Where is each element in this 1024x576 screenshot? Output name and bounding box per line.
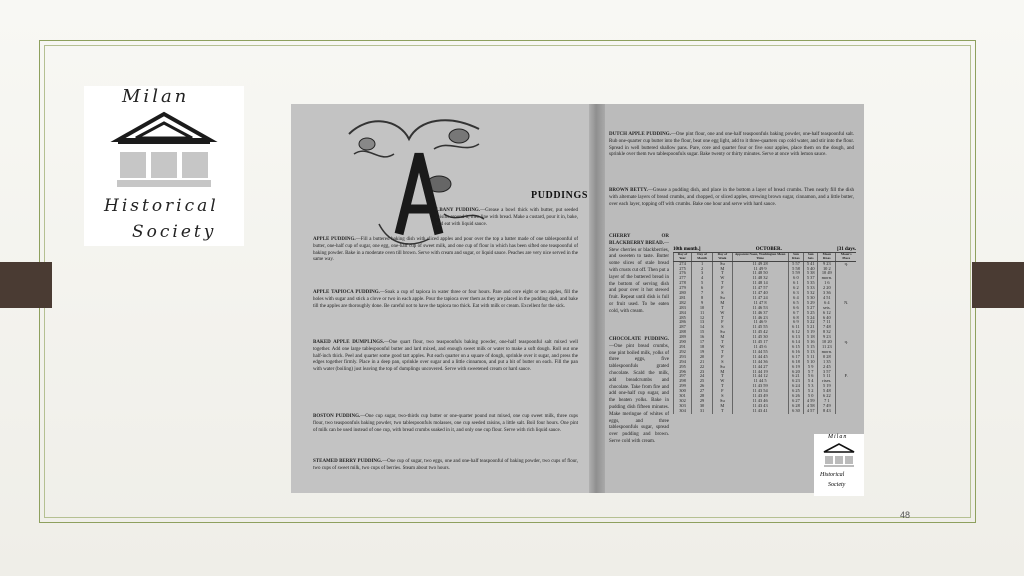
calendar-cell: 293 (674, 355, 692, 360)
recipe-text: —Grease a bowl thick with butter, put seeded raisins around it, then line with bread. Make a custard, pour it in, bake, and eat with liquid sauce. (436, 208, 578, 227)
calendar-cell: 11 45 55 (732, 325, 788, 330)
calendar-cell: 20 (692, 355, 713, 360)
calendar-cell: 7 (692, 291, 713, 296)
scanned-book-page (291, 104, 864, 493)
recipe-chocolate-pudding (609, 337, 669, 446)
calendar-cell: 11 44 36 (732, 360, 788, 365)
calendar-cell: 26 (692, 384, 713, 389)
calendar-cell: 296 (674, 370, 692, 375)
calendar-cell: F (713, 286, 732, 291)
calendar-cell: T (713, 350, 732, 355)
calendar-cell: 5 58 (788, 267, 803, 272)
logo-text-historical: Historical (104, 196, 219, 216)
calendar-cell: 21 (692, 360, 713, 365)
calendar-cell: 291 (674, 345, 692, 350)
calendar-cell: T (713, 316, 732, 321)
calendar-cell: 283 (674, 306, 692, 311)
calendar-cell: 5 19 (804, 330, 818, 335)
calendar-cell: 5 29 (804, 301, 818, 306)
calendar-cell: 6 16 (788, 350, 803, 355)
recipe-baked-apple-dumplings (313, 340, 578, 374)
recipe-text: —Grease a pudding dish, and place in the bottom a layer of bread crumbs. Then nearly fill the dish with alternate layers of bread crumbs, and chopped, or sliced apples, strewing brown sugar, cinnamon, and a little butter, over each layer, topping off with crumbs. Bake one hour and serve with hard sauce. (609, 188, 855, 207)
calendar-col-header: Sun Rises (788, 253, 803, 261)
calendar-cell: 6 4 (818, 301, 836, 306)
calendar-cell: 11 47 40 (732, 291, 788, 296)
calendar-row (674, 409, 857, 414)
calendar-cell: 5 32 (804, 291, 818, 296)
calendar-cell: 6 23 (788, 379, 803, 384)
mini-logo-text-historical: Historical (820, 472, 845, 478)
calendar-cell: 5 11 (818, 374, 836, 379)
calendar-cell: q. (836, 261, 856, 266)
calendar-cell: 8 32 (818, 330, 836, 335)
calendar-cell: 10 20 (818, 340, 836, 345)
calendar-cell: 7 48 (818, 325, 836, 330)
calendar-cell: M (713, 301, 732, 306)
calendar-cell: 301 (674, 394, 692, 399)
calendar-cell: 5 19 (818, 384, 836, 389)
calendar-cell: 6 13 (788, 335, 803, 340)
calendar-cell: 5 15 (804, 345, 818, 350)
calendar-cell: 9 23 (818, 261, 836, 266)
calendar-cell: 19 (692, 350, 713, 355)
recipe-boston-pudding (313, 414, 578, 434)
calendar-cell: 1 (692, 261, 713, 266)
calendar-cell: 5 7 (804, 370, 818, 375)
calendar-cell: F (713, 355, 732, 360)
calendar-cell: 5 13 (804, 350, 818, 355)
right-edge-tab (972, 262, 1024, 308)
calendar-cell: 302 (674, 399, 692, 404)
calendar-cell: M (713, 267, 732, 272)
calendar-cell: W (713, 311, 732, 316)
calendar-cell: 280 (674, 291, 692, 296)
calendar-cell: S (713, 394, 732, 399)
calendar-cell: 14 (692, 325, 713, 330)
calendar-cell: 6 8 (788, 316, 803, 321)
mini-society-logo (814, 434, 864, 496)
recipe-heading: BOSTON PUDDING. (313, 414, 361, 419)
calendar-cell: Su (713, 330, 732, 335)
logo-text-milan: Milan (122, 86, 190, 107)
calendar-cell: 11 47 57 (732, 286, 788, 291)
calendar-cell: 6 2 (788, 286, 803, 291)
calendar-cell: 28 (692, 394, 713, 399)
calendar-cell: W (713, 345, 732, 350)
calendar-cell: 298 (674, 379, 692, 384)
calendar-cell: 11 44 55 (732, 350, 788, 355)
calendar-col-header: Moon's Place (836, 253, 856, 261)
calendar-cell: 6 1 (788, 281, 803, 286)
calendar-cell: 276 (674, 271, 692, 276)
calendar-cell: 5 30 (804, 296, 818, 301)
calendar-cell: 284 (674, 311, 692, 316)
recipe-heading: CHOCOLATE PUDDING. (609, 337, 669, 342)
calendar-cell: 11 48 50 (732, 271, 788, 276)
calendar-cell: 2 45 (818, 365, 836, 370)
calendar-cell: 5 21 (804, 325, 818, 330)
calendar-cell: 295 (674, 365, 692, 370)
recipe-cherry-or-blackberry-bread (609, 234, 669, 316)
calendar-cell: 30 (692, 404, 713, 409)
calendar-cell: S (713, 291, 732, 296)
calendar-cell: F (713, 389, 732, 394)
recipe-text: —One quart flour, two teaspoonfuls baking powder, one-half teaspoonful salt mixed well together. Add one large tablespoonful butter and lard mixed, and enough sweet milk or water to make a soft dough. Roll out one half-inch thick. Peel and quarter some good tart apples. Put each quarter on a square of dough, sprinkle over it sugar, and press the edges together firmly. Place in a deep pan, sprinkle over sugar and a little cinnamon, and put a bit of butter on each. Fill the pan with water (boiling) just leaving the top of dumplings uncovered. Serve with sweetened cream or hard sauce. (313, 340, 579, 373)
calendar-cell: T (713, 306, 732, 311)
book-gutter (589, 104, 605, 493)
calendar-cell: 23 (692, 370, 713, 375)
calendar-cell: 11 44 19 (732, 370, 788, 375)
recipe-heading: STEAMED BERRY PUDDING. (313, 459, 383, 464)
left-edge-tab (0, 262, 52, 308)
calendar-cell: M (713, 370, 732, 375)
calendar-cell: 6 21 (788, 374, 803, 379)
calendar-days-label: [31 days. (837, 247, 856, 252)
calendar-cell: 304 (674, 409, 692, 414)
calendar-cell: 6 15 (788, 345, 803, 350)
calendar-cell: 275 (674, 267, 692, 272)
calendar-cell: rises. (818, 379, 836, 384)
calendar-cell: 29 (692, 399, 713, 404)
calendar-cell: 1 35 (818, 360, 836, 365)
calendar-col-header: Day of Week (713, 253, 732, 261)
calendar-cell: 6 6 (788, 306, 803, 311)
calendar-cell: T (713, 374, 732, 379)
recipe-heading: DUTCH APPLE PUDDING. (609, 132, 671, 137)
calendar-cell: 11 44 5 (732, 379, 788, 384)
recipe-heading: LBANY PUDDING. (436, 208, 481, 213)
calendar-cell: W (713, 379, 732, 384)
calendar-cell: 9 23 (818, 335, 836, 340)
calendar-cell: 5 16 (804, 340, 818, 345)
calendar-cell: 6 12 (788, 330, 803, 335)
calendar-cell: 6 12 (818, 311, 836, 316)
calendar-cell: 6 3 (788, 291, 803, 296)
calendar-cell: 11 44 27 (732, 365, 788, 370)
calendar-cell: 5 6 (804, 374, 818, 379)
calendar-cell: 11 47 8 (732, 301, 788, 306)
calendar-cell: sets. (818, 306, 836, 311)
recipe-text: —Fill a buttered baking dish with sliced apples and pour over the top a batter made of one tablespoonful of butter, one-half cup of sugar, one egg, one-half cup of sweet milk, and one cup of flour in which has been sifted one teaspoonful of baking powder. Bake in a moderate oven till brown. Serve with cream and sugar, or liquid sauce. Peaches are very nice served in the same way. (313, 237, 578, 263)
calendar-cell: 16 (692, 335, 713, 340)
calendar-body (674, 261, 857, 414)
calendar-cell: T (713, 271, 732, 276)
calendar-cell: 11 43 46 (732, 399, 788, 404)
calendar-cell: T (713, 281, 732, 286)
calendar-cell: S (713, 360, 732, 365)
calendar-cell: F (713, 320, 732, 325)
calendar-cell: Su (713, 261, 732, 266)
calendar-cell: 4 (692, 276, 713, 281)
calendar-cell: 6 26 (788, 394, 803, 399)
calendar-cell: 286 (674, 320, 692, 325)
calendar-cell: 11 48 32 (732, 276, 788, 281)
calendar-cell: 2 (692, 267, 713, 272)
calendar-cell: 3 36 (818, 291, 836, 296)
calendar-cell: 5 48 (818, 389, 836, 394)
calendar-cell: 17 (692, 340, 713, 345)
calendar-cell: 24 (692, 374, 713, 379)
calendar-cell: 11 49 9 (732, 267, 788, 272)
calendar-cell: 303 (674, 404, 692, 409)
calendar-cell: 287 (674, 325, 692, 330)
slide-page-number: 48 (900, 510, 911, 520)
calendar-cell: 6 0 (788, 276, 803, 281)
calendar-cell: 5 11 (804, 355, 818, 360)
calendar-cell: morn. (818, 276, 836, 281)
calendar-title: OCTOBER. (755, 247, 782, 252)
calendar-cell: T (713, 340, 732, 345)
calendar-cell: 288 (674, 330, 692, 335)
calendar-cell: 11 45 30 (732, 335, 788, 340)
recipe-apple-tapioca-pudding (313, 290, 578, 310)
calendar-cell: W (713, 276, 732, 281)
calendar-month-label: 10th month.] (673, 247, 701, 252)
calendar-cell: 11 45 6 (732, 345, 788, 350)
calendar-cell: M (713, 335, 732, 340)
calendar-cell: 11 23 (818, 345, 836, 350)
calendar-cell: 6 19 (788, 365, 803, 370)
calendar-cell: 12 (692, 316, 713, 321)
calendar-cell: 11 46 9 (732, 320, 788, 325)
calendar-cell: 11 48 14 (732, 281, 788, 286)
calendar-cell: 3 57 (818, 370, 836, 375)
calendar-cell: 11 44 12 (732, 374, 788, 379)
calendar-cell: 285 (674, 316, 692, 321)
recipe-heading: BROWN BETTY. (609, 188, 648, 193)
calendar-cell: 5 41 (804, 261, 818, 266)
calendar-header (674, 253, 857, 261)
recipe-albany-pudding (436, 208, 578, 228)
milan-historical-society-logo (84, 86, 244, 246)
calendar-cell: 282 (674, 301, 692, 306)
calendar-cell: 9 (692, 301, 713, 306)
calendar-cell: 6 9 (788, 320, 803, 325)
calendar-cell: 5 4 (804, 379, 818, 384)
calendar-cell: 11 46 23 (732, 316, 788, 321)
calendar-cell: 289 (674, 335, 692, 340)
recipe-text: —Stew cherries or blackberries, and sweeten to taste. Butter some slices of stale bread with crusts cut off. Then put a layer of the buttered bread in the bottom of serving dish and pour over it hot stewed fruit. Repeat until dish is full or fruit used. To be eaten cold, with cream. (609, 240, 669, 314)
calendar-cell: 5 (692, 281, 713, 286)
calendar-cell: 11 45 42 (732, 330, 788, 335)
calendar-cell: 5 59 (788, 271, 803, 276)
calendar-cell: 6 24 (788, 384, 803, 389)
calendar-cell: 5 40 (804, 267, 818, 272)
calendar-cell: 5 38 (804, 271, 818, 276)
calendar-cell: 300 (674, 389, 692, 394)
calendar-cell (836, 409, 856, 414)
calendar-cell: 3 (692, 271, 713, 276)
calendar-cell: 6 14 (788, 340, 803, 345)
recipe-apple-pudding (313, 237, 578, 264)
calendar-cell: 6 17 (788, 355, 803, 360)
calendar-cell: 2 20 (818, 286, 836, 291)
calendar-cell: 6 7 (788, 311, 803, 316)
recipe-heading: APPLE TAPIOCA PUDDING. (313, 290, 380, 295)
calendar-cell: 6 40 (818, 316, 836, 321)
calendar-cell: 10 (692, 306, 713, 311)
calendar-cell: 11 43 59 (732, 384, 788, 389)
calendar-cell: 292 (674, 350, 692, 355)
calendar-cell: 5 9 (804, 365, 818, 370)
recipe-heading: BAKED APPLE DUMPLINGS. (313, 340, 385, 345)
calendar-cell: 5 37 (804, 276, 818, 281)
calendar-cell: 18 (692, 345, 713, 350)
calendar-cell: 281 (674, 296, 692, 301)
calendar-cell: 25 (692, 379, 713, 384)
calendar-table (673, 253, 856, 414)
calendar-cell: 5 27 (804, 306, 818, 311)
calendar-cell: M (713, 404, 732, 409)
calendar-cell: morn. (818, 350, 836, 355)
recipe-text: —One cup sugar, two-thirds cup butter or one-quarter pound nut mixed, one cup sweet milk, three cups flour, two teaspoonfuls baking powder, two tablespoonfuls molasses, one cup seeded raisins, a little salt. Boil four hours. One pint of milk can be used instead of one cup, with bread crumbs soaked in it, and only one cup flour. Serve with rich liquid sauce. (313, 414, 578, 433)
calendar-cell: 5 22 (804, 320, 818, 325)
logo-text-society: Society (132, 222, 217, 242)
calendar-col-header: Sun Sets (804, 253, 818, 261)
calendar-cell: 5 33 (804, 286, 818, 291)
calendar-cell: 278 (674, 281, 692, 286)
calendar-cell: 4 58 (804, 404, 818, 409)
calendar-cell: 7 11 (818, 320, 836, 325)
recipe-text: —Soak a cup of tapioca in water three or four hours. Pare and core eight or ten apples, fill the holes with sugar and stick a clove or two in each apple. Pour the tapioca over them as they are placed in the pudding dish, and bake till the apples are thoroughly done. Be careful not to have the tapioca too thick. Eat with milk or cream. Excellent for the sick. (313, 290, 578, 309)
calendar-cell: 5 25 (804, 311, 818, 316)
calendar-cell: 279 (674, 286, 692, 291)
calendar-cell: T (713, 409, 732, 414)
calendar-cell: S (713, 325, 732, 330)
recipe-heading: CHERRY OR BLACKBERRY BREAD. (609, 234, 669, 246)
calendar-cell: 5 35 (804, 281, 818, 286)
calendar-cell: 277 (674, 276, 692, 281)
calendar-cell: N. (836, 301, 856, 306)
calendar-cell: 31 (692, 409, 713, 414)
calendar-cell: 5 57 (788, 261, 803, 266)
mini-logo-text-milan: Milan (828, 434, 848, 440)
recipe-text: —One cup of sugar, two eggs, one and one-half teaspoonful of baking powder, two cups of flour, two cups of sweet milk, two cups of berries. Steam about two hours. (313, 459, 578, 471)
calendar-cell: 13 (692, 320, 713, 325)
calendar-cell: 11 46 53 (732, 306, 788, 311)
calendar-cell: 6 25 (788, 389, 803, 394)
recipe-heading: APPLE PUDDING. (313, 237, 356, 242)
calendar-cell: 6 (692, 286, 713, 291)
calendar-cell: 274 (674, 261, 692, 266)
calendar-cell: 4 59 (804, 399, 818, 404)
calendar-cell: 11 45 17 (732, 340, 788, 345)
calendar-cell: 5 24 (804, 316, 818, 321)
recipe-text: —One pint flour, one and one-half teaspoonfuls baking powder, one-half teaspoonful salt. Rub one-quarter cup butter into the flour, beat one egg light, add to it three-quarters cup cold water, and stir into the flour. Spread in well buttered shallow pans. Pare, core and quarter four or five sour apples, place them on the dough, and sprinkle over them two tablespoonfuls sugar. Bake twenty or thirty minutes. Serve at once with lemon sauce. (609, 132, 854, 158)
recipe-brown-betty (609, 188, 854, 208)
calendar-cell: 6 11 (788, 325, 803, 330)
calendar-cell: 299 (674, 384, 692, 389)
calendar-cell: 11 46 37 (732, 311, 788, 316)
calendar-cell: 294 (674, 360, 692, 365)
calendar-cell: 6 5 (788, 301, 803, 306)
calendar-cell: 4 51 (818, 296, 836, 301)
calendar-cell: 11 44 45 (732, 355, 788, 360)
calendar-cell: 290 (674, 340, 692, 345)
calendar-cell: 11 43 41 (732, 409, 788, 414)
calendar-cell: Su (713, 399, 732, 404)
calendar-cell: Su (713, 365, 732, 370)
calendar-col-header: Day of Year (674, 253, 692, 261)
calendar-cell: 0 28 (818, 355, 836, 360)
calendar-cell: 11 43 54 (732, 389, 788, 394)
calendar-cell: 6 28 (788, 404, 803, 409)
calendar-cell: 11 43 49 (732, 394, 788, 399)
calendar-cell: 7 1 (818, 399, 836, 404)
calendar-cell: 10 2 (818, 267, 836, 272)
calendar-cell: 5 18 (804, 335, 818, 340)
calendar-col-header: Apparent Noon, Washington Mean Time (732, 253, 788, 261)
calendar-cell: 15 (692, 330, 713, 335)
recipe-text: —One pint bread crumbs, one pint boiled milk, yolks of three eggs, five tablespoonfuls grated chocolate. Scald the milk, add breadcrumbs and chocolate. Take from fire and add one-half cup sugar, and the beaten yolks. Bake in pudding dish fifteen minutes. Make meringue of whites of eggs, and three tablespoonfuls sugar, spread over pudding and brown. Serve cold with cream. (609, 343, 669, 444)
calendar-cell: 8 43 (818, 409, 836, 414)
calendar-cell: T (713, 384, 732, 389)
page-heading-puddings: PUDDINGS (531, 190, 589, 201)
calendar-cell: 5 2 (804, 389, 818, 394)
calendar-cell: 6 30 (788, 409, 803, 414)
calendar-cell: 7 49 (818, 404, 836, 409)
calendar-col-header: Moon Rises (818, 253, 836, 261)
calendar-cell: 5 3 (804, 384, 818, 389)
calendar-cell: 8 (692, 296, 713, 301)
calendar-cell: q. (836, 340, 856, 345)
mini-logo-text-society: Society (828, 482, 846, 488)
calendar-cell: 22 (692, 365, 713, 370)
calendar-cell: 297 (674, 374, 692, 379)
calendar-cell: 11 (692, 311, 713, 316)
recipe-steamed-berry-pudding (313, 459, 578, 473)
calendar-cell: 6 18 (788, 360, 803, 365)
calendar-col-header: Day of Month (692, 253, 713, 261)
calendar-cell: 6 20 (788, 370, 803, 375)
calendar-cell: 1 6 (818, 281, 836, 286)
calendar-cell: 27 (692, 389, 713, 394)
calendar-cell: 6 4 (788, 296, 803, 301)
calendar-cell: 5 0 (804, 394, 818, 399)
calendar-cell: F. (836, 374, 856, 379)
calendar-cell: 11 47 24 (732, 296, 788, 301)
calendar-cell: 11 49 28 (732, 261, 788, 266)
calendar-cell: 11 43 43 (732, 404, 788, 409)
calendar-cell: 10 49 (818, 271, 836, 276)
calendar-cell: 6 27 (788, 399, 803, 404)
calendar-cell: 4 57 (804, 409, 818, 414)
calendar-cell: 5 10 (804, 360, 818, 365)
calendar-cell: 6 22 (818, 394, 836, 399)
recipe-dutch-apple-pudding (609, 132, 854, 159)
calendar-cell: Su (713, 296, 732, 301)
